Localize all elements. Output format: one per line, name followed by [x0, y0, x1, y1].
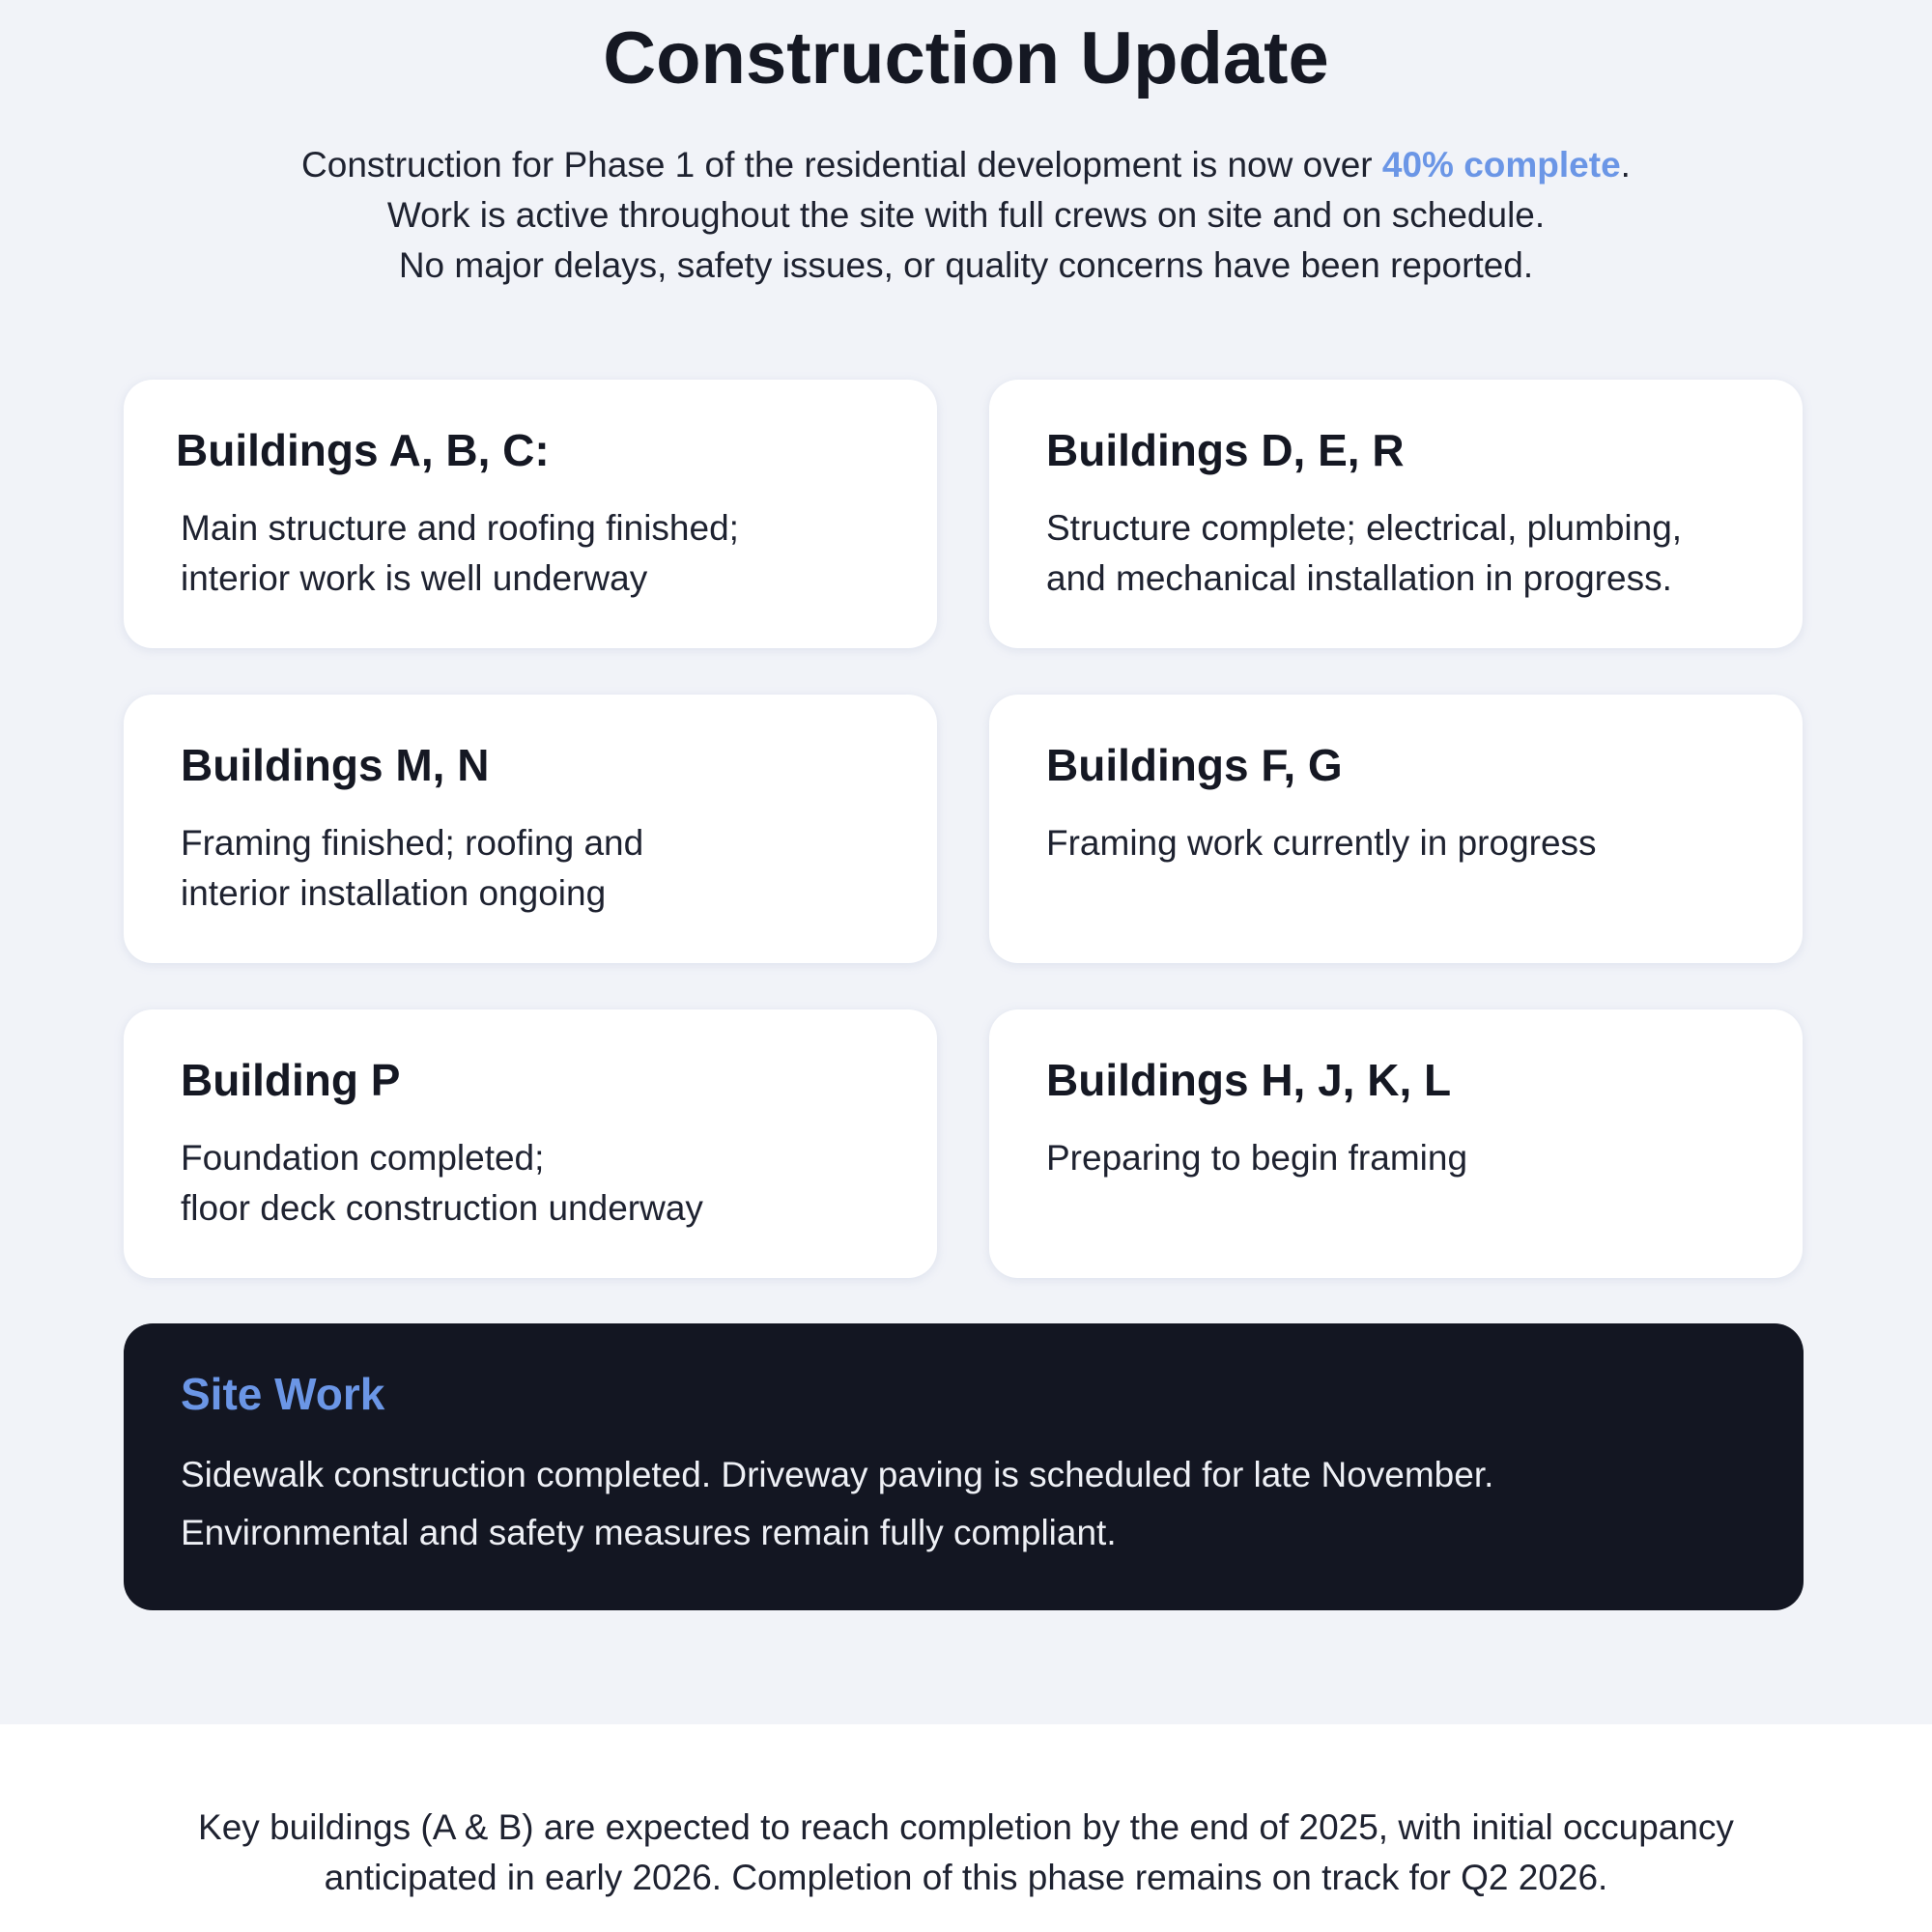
card-buildings-a-b-c: [124, 380, 937, 648]
progress-highlight: 40% complete: [1381, 145, 1621, 185]
site-work-panel: [124, 1323, 1804, 1610]
card-description: Main structure and roofing finished; interior work is well underway: [181, 508, 739, 598]
card-title: Buildings F, G: [1046, 740, 1343, 790]
intro-line-1: Construction for Phase 1 of the residential development is now over 40% complete.: [301, 145, 1631, 185]
card-building-p: [124, 1009, 937, 1278]
card-description: Framing work currently in progress: [1046, 823, 1597, 863]
intro-paragraph: [145, 140, 1787, 291]
card-description: Framing finished; roofing and interior installation ongoing: [181, 823, 644, 913]
footer-line-2: anticipated in early 2026. Completion of this phase remains on track for Q2 2026.: [324, 1858, 1608, 1897]
card-buildings-f-g: [989, 695, 1803, 963]
page-title: Construction Update: [603, 17, 1329, 99]
card-title: Buildings H, J, K, L: [1046, 1055, 1452, 1105]
intro-line-2: Work is active throughout the site with full crews on site and on schedule.: [386, 195, 1546, 235]
card-description: Foundation completed; floor deck construction underway: [181, 1138, 703, 1228]
card-description: Preparing to begin framing: [1046, 1138, 1468, 1178]
card-buildings-d-e-r: [989, 380, 1803, 648]
intro-line-3: No major delays, safety issues, or quality concerns have been reported.: [398, 245, 1534, 285]
card-buildings-m-n: [124, 695, 937, 963]
card-title: Buildings D, E, R: [1046, 425, 1405, 475]
site-work-title: Site Work: [181, 1369, 385, 1419]
card-buildings-h-j-k-l: [989, 1009, 1803, 1278]
footer-line-1: Key buildings (A & B) are expected to reach completion by the end of 2025, with initial occupancy: [198, 1807, 1734, 1847]
card-title: Buildings A, B, C:: [176, 425, 550, 475]
card-description: Structure complete; electrical, plumbing, and mechanical installation in progress.: [1046, 508, 1683, 598]
site-work-description: Sidewalk construction completed. Driveway paving is scheduled for late November. Environmental and safety measures remain fully compliant.: [181, 1455, 1494, 1552]
footer-summary: [77, 1803, 1855, 1903]
card-title: Building P: [181, 1055, 401, 1105]
card-title: Buildings M, N: [181, 740, 490, 790]
